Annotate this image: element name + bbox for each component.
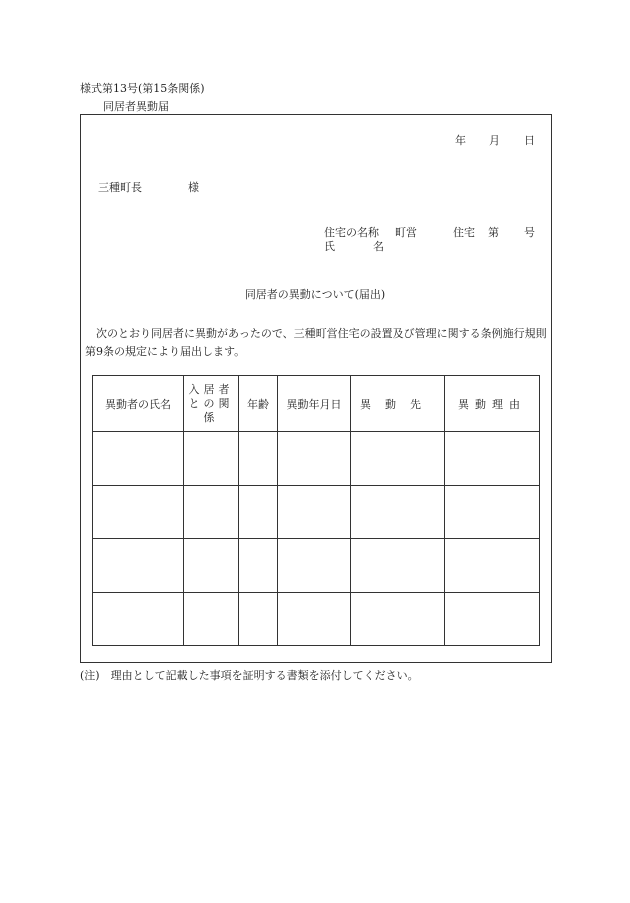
- table-cell[interactable]: [239, 485, 278, 539]
- change-table: [92, 375, 540, 646]
- table-cell[interactable]: [239, 592, 278, 646]
- form-title: 同居者異動届: [103, 100, 169, 113]
- table-row: [93, 432, 540, 486]
- applicant-name-label-1: 氏: [324, 240, 335, 253]
- table-cell[interactable]: [351, 539, 445, 593]
- table-cell[interactable]: [184, 539, 239, 593]
- table-cell[interactable]: [278, 485, 351, 539]
- table-header-row: [93, 376, 540, 432]
- applicant-name-label-2: 名: [373, 240, 384, 253]
- header-age: 年齢: [239, 376, 278, 432]
- table-cell[interactable]: [445, 592, 540, 646]
- table-cell[interactable]: [239, 432, 278, 486]
- table-row: [93, 592, 540, 646]
- header-relation-line-2: との関: [188, 396, 234, 410]
- addressee-honorific: 様: [188, 181, 199, 194]
- table-cell[interactable]: [445, 432, 540, 486]
- subject-line: 同居者の異動について(届出): [244, 288, 386, 301]
- date-month-label: 月: [489, 134, 500, 147]
- table-cell[interactable]: [445, 485, 540, 539]
- town-managed-label: 町営: [395, 226, 417, 239]
- header-destination: 異動先: [351, 376, 445, 432]
- number-prefix-label: 第: [488, 226, 499, 239]
- table-cell[interactable]: [93, 539, 184, 593]
- housing-name-label: 住宅の名称: [324, 226, 379, 239]
- table-cell[interactable]: [351, 592, 445, 646]
- table-cell[interactable]: [239, 539, 278, 593]
- table-cell[interactable]: [184, 432, 239, 486]
- header-relation-line-3: 係: [203, 410, 219, 424]
- header-date: 異動年月日: [278, 376, 351, 432]
- table-cell[interactable]: [445, 539, 540, 593]
- date-day-label: 日: [524, 134, 535, 147]
- table-cell[interactable]: [278, 432, 351, 486]
- header-name: 異動者の氏名: [93, 376, 184, 432]
- number-suffix-label: 号: [524, 226, 535, 239]
- header-relation: [184, 376, 239, 432]
- housing-label: 住宅: [453, 226, 475, 239]
- table-cell[interactable]: [278, 592, 351, 646]
- table-cell[interactable]: [93, 592, 184, 646]
- table-cell[interactable]: [351, 432, 445, 486]
- form-number: 様式第13号(第15条関係): [80, 82, 205, 95]
- footnote: (注) 理由として記載した事項を証明する書類を添付してください。: [80, 669, 419, 682]
- body-text: [85, 325, 547, 361]
- table-cell[interactable]: [278, 539, 351, 593]
- table-row: [93, 485, 540, 539]
- addressee-name: 三種町長: [98, 181, 142, 194]
- table-row: [93, 539, 540, 593]
- table-cell[interactable]: [93, 485, 184, 539]
- date-year-label: 年: [455, 134, 466, 147]
- body-text-content: 次のとおり同居者に異動があったので、三種町営住宅の設置及び管理に関する条例施行規則第9条の規定により届出します。: [85, 327, 547, 358]
- table-cell[interactable]: [351, 485, 445, 539]
- table-cell[interactable]: [184, 592, 239, 646]
- table-cell[interactable]: [93, 432, 184, 486]
- header-reason: 異動理由: [445, 376, 540, 432]
- header-relation-line-1: 入居者: [188, 382, 234, 396]
- table-cell[interactable]: [184, 485, 239, 539]
